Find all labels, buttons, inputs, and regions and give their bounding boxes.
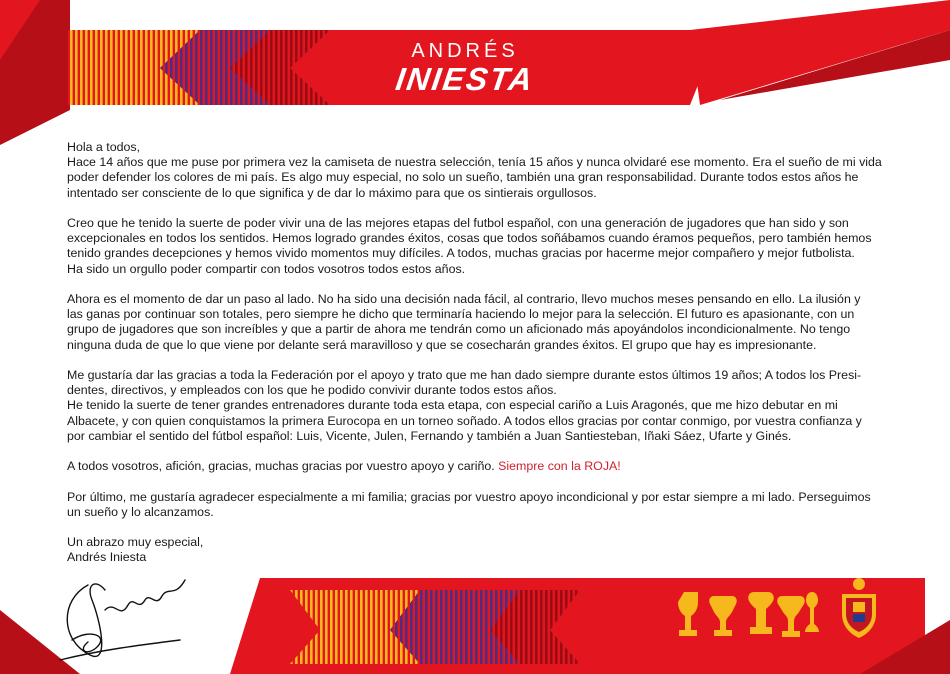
letter-line: A todos vosotros, afición, gracias, muchas gracias por vuestro apoyo y cariño. [67,459,499,474]
brand-last-name: INIESTA [393,61,537,97]
letter-line: Por último, me gustaría agradecer especialmente a mi familia; gracias por vuestro apoyo incondicional y por estar siempre a mi lado. Perseguimos [67,489,871,504]
letter-line: grupo de jugadores que son increíbles y que a partir de ahora me tendrán como un aficionado más apoyándolos incondicionalmente. No tengo [67,322,851,337]
letter-line: Hace 14 años que me puse por primera vez la camiseta de nuestra selección, tenía 15 años y nunca olvidaré ese momento. Era el sueño de mi vida [67,155,882,170]
signature-graphic [60,580,185,660]
letter-line: Ha sido un orgullo poder compartir con todos vosotros todos estos años. [67,261,466,276]
letter-line: Me gustaría dar las gracias a toda la Federación por el apoyo y trato que me han dado siempre durante estos últimos 19 años; A todos los Presi- [67,368,862,382]
closing: Un abrazo muy especial, [67,535,204,550]
letter-signoff [67,535,885,565]
letter-line: intentado ser consciente de lo que significa y de dar lo máximo para que os sintierais orgullosos. [67,185,597,200]
brand-logo [380,40,550,96]
letter-line: dentes, directivos, y empleados con los que he podido convivir durante todos estos años. [67,383,557,398]
letter-paragraph-4 [67,368,885,444]
letter-paragraph-6 [67,490,885,520]
letter-line: un sueño y lo alcanzamos. [67,504,214,519]
letter-paragraph-1 [67,140,885,201]
letter-line: las ganas por continuar son totales, pero siempre he dicho que terminaría haciendo lo mejor para la selección. El futuro es apasionante, con un [67,307,855,322]
letter-line: He tenido la suerte de tener grandes entrenadores durante toda esta etapa, con especial cariño a Luis Aragonés, que me hizo debutar en mi [67,398,838,413]
letter-line: tenido grandes decepciones y hemos vivido momentos muy difíciles. A todos, muchas gracias por hacerme mejor compañero y mejor futbolista. [67,246,855,261]
letter-line: Ahora es el momento de dar un paso al lado. No ha sido una decisión nada fácil, al contrario, llevo muchos meses pensando en ello. La ilusión y [67,292,861,306]
letter-paragraph-2 [67,216,885,277]
letter-line: excepcionales en todos los sentidos. Hemos logrado grandes éxitos, cosas que todos soñábamos cuando éramos pequeños, pero también hemos [67,231,872,246]
letter-line: poder defender los colores de mi país. Es algo muy especial, no solo un sueño, también una gran responsabilidad. Durante todos estos años he [67,170,859,185]
brand-first-name: ANDRÉS [411,40,519,62]
slogan-highlight: Siempre con la ROJA! [498,459,621,474]
greeting: Hola a todos, [67,140,141,154]
letter-line: por cambiar el sentido del fútbol español: Luis, Vicente, Julen, Fernando y también a Juan Santiesteban, Iñaki Sáez, Ufarte y Ginés. [67,428,792,443]
signoff-name: Andrés Iniesta [67,550,147,565]
letter-body [67,140,885,581]
letter-paragraph-3 [67,292,885,353]
letter-line: Creo que he tenido la suerte de poder vivir una de las mejores etapas del futbol español, con una generación de jugadores que han sido y son [67,216,849,230]
letter-paragraph-5 [67,459,885,474]
letter-line: ninguna duda de que lo que viene por delante será maravilloso y que se cosecharán grandes éxitos. El grupo que hay es impresionante. [67,337,817,352]
letter-line: Albacete, y con quien conquistamos la primera Eurocopa en un torneo soñado. A todos ellos gracias por contar conmigo, por vuestra confianza y [67,413,862,428]
